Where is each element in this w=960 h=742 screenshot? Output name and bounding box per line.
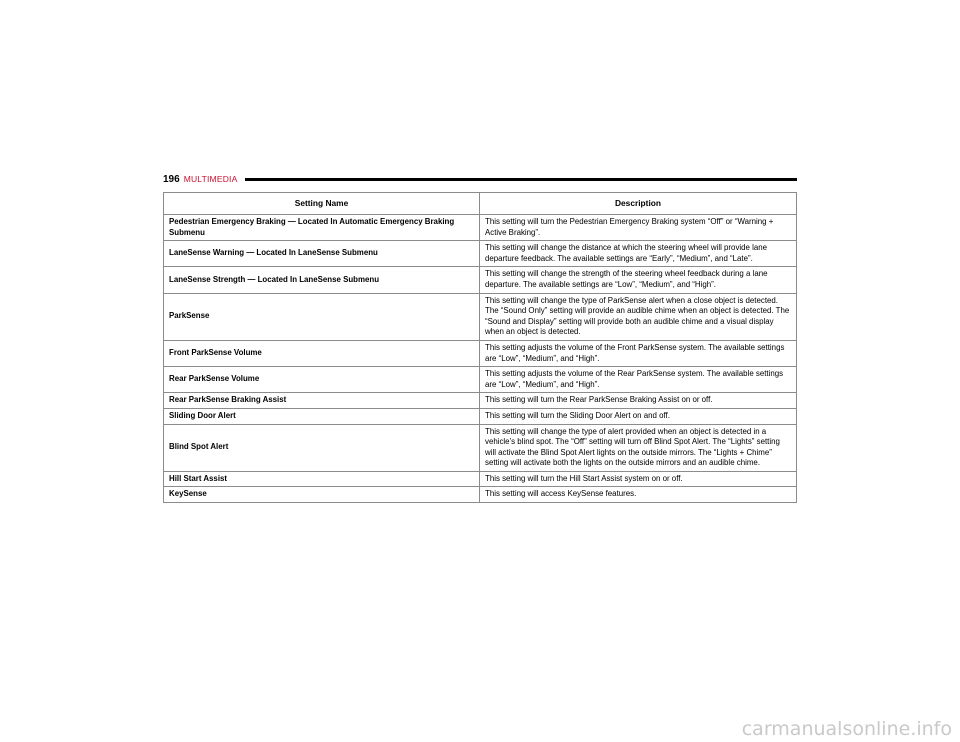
description-cell: This setting will turn the Sliding Door Alert on and off. (480, 408, 797, 424)
description-cell: This setting will change the strength of the steering wheel feedback during a lane departure. The available settings are “Low”, “Medium”, and “High”. (480, 267, 797, 293)
section-title: MULTIMEDIA (183, 174, 238, 184)
table-row (164, 241, 797, 267)
page-number: 196 (163, 173, 180, 185)
setting-name-cell: Pedestrian Emergency Braking — Located In Automatic Emergency Braking Submenu (164, 215, 480, 241)
description-cell: This setting will turn the Hill Start Assist system on or off. (480, 471, 797, 487)
table-row (164, 487, 797, 503)
column-header-setting-name: Setting Name (164, 193, 480, 215)
setting-name-cell: Rear ParkSense Braking Assist (164, 393, 480, 409)
table-body (164, 215, 797, 503)
header-rule (245, 178, 797, 181)
table-row (164, 215, 797, 241)
table-row (164, 293, 797, 340)
table-header-row (164, 193, 797, 215)
description-cell: This setting will change the type of alert provided when an object is detected in a vehicle’s blind spot. The “Off” setting will turn off Blind Spot Alert. The “Lights” setting will activate the Blind Spot Alert lights on the outside mirrors. The “Lights + Chime” setting will activate both the lights on the outside mirrors and an audible chime. (480, 424, 797, 471)
page-header (163, 172, 797, 186)
table-row (164, 393, 797, 409)
setting-name-cell: KeySense (164, 487, 480, 503)
settings-table (163, 192, 797, 503)
setting-name-cell: LaneSense Strength — Located In LaneSense Submenu (164, 267, 480, 293)
description-cell: This setting adjusts the volume of the Front ParkSense system. The available settings are “Low”, “Medium”, and “High”. (480, 340, 797, 366)
table-row (164, 408, 797, 424)
description-cell: This setting will access KeySense features. (480, 487, 797, 503)
description-cell: This setting will change the distance at which the steering wheel will provide lane departure feedback. The available settings are “Early”, “Medium”, and “Late”. (480, 241, 797, 267)
table-row (164, 471, 797, 487)
table-row (164, 340, 797, 366)
setting-name-cell: Sliding Door Alert (164, 408, 480, 424)
setting-name-cell: LaneSense Warning — Located In LaneSense Submenu (164, 241, 480, 267)
setting-name-cell: Rear ParkSense Volume (164, 367, 480, 393)
setting-name-cell: ParkSense (164, 293, 480, 340)
description-cell: This setting will change the type of ParkSense alert when a close object is detected. The “Sound Only” setting will provide an audible chime when an object is detected. The “Sound and Display” setting will provide both an audible chime and a visual display when an object is detected. (480, 293, 797, 340)
setting-name-cell: Hill Start Assist (164, 471, 480, 487)
description-cell: This setting will turn the Pedestrian Emergency Braking system “Off” or “Warning + Active Braking”. (480, 215, 797, 241)
table-row (164, 424, 797, 471)
watermark-link[interactable]: carmanualsonline.info (741, 718, 952, 740)
setting-name-cell: Front ParkSense Volume (164, 340, 480, 366)
description-cell: This setting will turn the Rear ParkSense Braking Assist on or off. (480, 393, 797, 409)
setting-name-cell: Blind Spot Alert (164, 424, 480, 471)
description-cell: This setting adjusts the volume of the Rear ParkSense system. The available settings are “Low”, “Medium”, and “High”. (480, 367, 797, 393)
table-row (164, 267, 797, 293)
column-header-description: Description (480, 193, 797, 215)
table-row (164, 367, 797, 393)
